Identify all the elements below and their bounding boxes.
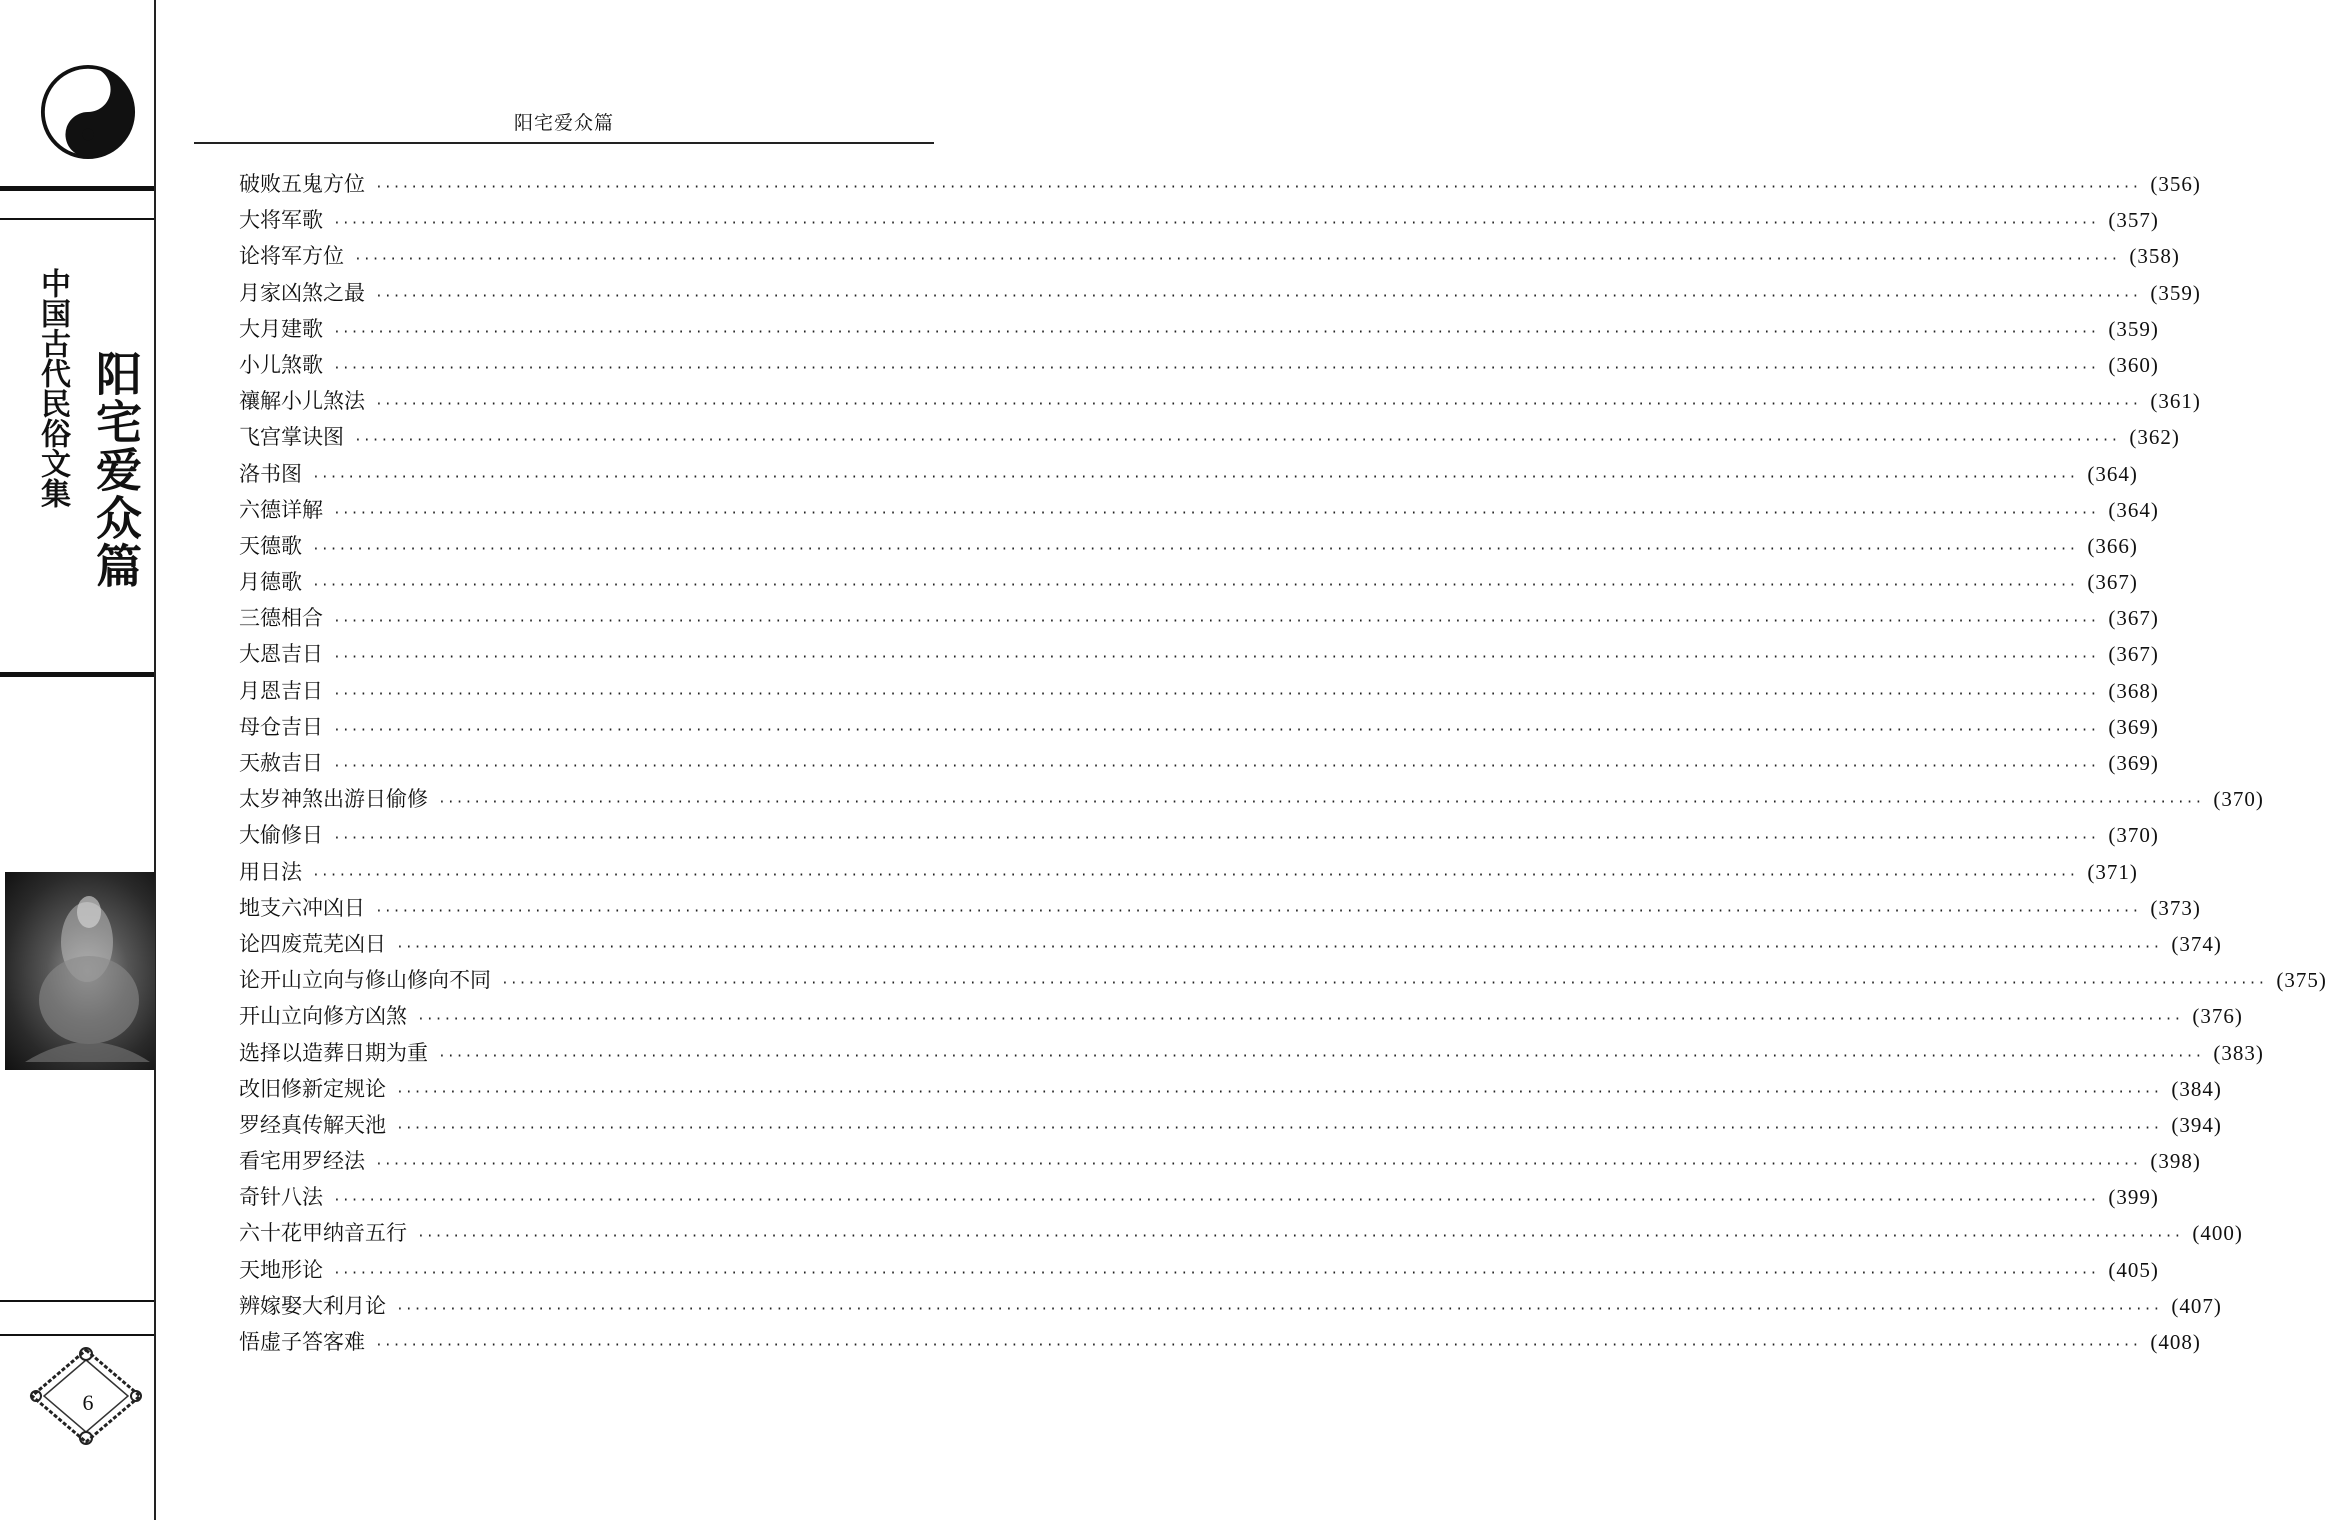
dot-leader: ········································································································································································································: [333, 686, 2099, 702]
toc-entry-page: (369): [2108, 751, 2159, 775]
toc-entry-title: 小儿煞歌: [239, 352, 323, 377]
toc-entry-page: (367): [2108, 642, 2159, 667]
dot-leader: ········································································································································································································: [375, 180, 2141, 195]
dot-leader: ········································································································································································································: [417, 1229, 2183, 1245]
toc-entry-title: 悟虚子答客难: [239, 1330, 365, 1354]
toc-entry-page: (360): [2108, 352, 2159, 377]
toc-entry: [239, 926, 2222, 962]
toc-entry: [239, 962, 2327, 998]
taiji-icon: [40, 64, 136, 160]
toc-entry-page: (407): [2171, 1293, 2222, 1318]
toc-entry: [239, 166, 2201, 202]
dot-leader: ········································································································································································································: [396, 1084, 2162, 1100]
dot-leader: ········································································································································································································: [333, 360, 2099, 376]
dot-leader: ········································································································································································································: [375, 903, 2141, 919]
toc-entry: [239, 1179, 2159, 1215]
toc-entry-title: 三德相合: [239, 606, 323, 631]
toc-entry-title: 改旧修新定规论: [239, 1076, 386, 1101]
toc-entry-title: 看宅用罗经法: [239, 1149, 365, 1174]
dot-leader: ········································································································································································································: [438, 1048, 2204, 1064]
toc-entry: [239, 890, 2201, 926]
dot-leader: ········································································································································································································: [375, 397, 2141, 413]
toc-entry-page: (383): [2213, 1040, 2264, 1065]
toc-entry: [239, 202, 2159, 238]
toc-entry-page: (369): [2108, 714, 2159, 739]
toc-entry-title: 用日法: [239, 859, 302, 884]
toc-entry-title: 选择以造葬日期为重: [239, 1040, 428, 1065]
toc-entry-page: (359): [2108, 316, 2159, 341]
dot-leader: ········································································································································································································: [396, 939, 2162, 955]
toc-entry-title: 罗经真传解天池: [239, 1112, 386, 1137]
sidebar-rule: [0, 1300, 154, 1302]
toc-entry-page: (359): [2150, 280, 2201, 305]
dot-leader: ········································································································································································································: [438, 795, 2204, 811]
toc-entry: [239, 528, 2138, 564]
toc-entry-page: (366): [2087, 533, 2138, 558]
toc-entry: [239, 854, 2138, 890]
toc-entry-title: 六十花甲纳音五行: [239, 1221, 407, 1246]
toc-entry-page: (374): [2171, 931, 2222, 956]
sidebar-rule: [0, 186, 154, 191]
toc-entry-title: 论四废荒芜凶日: [239, 931, 386, 956]
dot-leader: ········································································································································································································: [333, 614, 2099, 630]
sidebar: [0, 0, 156, 1520]
dot-leader: ········································································································································································································: [354, 433, 2120, 449]
toc-entry-page: (370): [2108, 823, 2159, 848]
toc-entry: [239, 1324, 2201, 1360]
toc-entry-title: 天德歌: [239, 533, 302, 558]
sidebar-rule: [0, 1334, 154, 1336]
toc-entry-title: 月恩吉日: [239, 678, 323, 703]
toc-entry: [239, 1288, 2222, 1324]
toc-entry: [239, 311, 2159, 347]
toc-entry: [239, 347, 2159, 383]
toc-entry-title: 天地形论: [239, 1257, 323, 1282]
toc-entry-page: (361): [2150, 389, 2201, 414]
sidebar-rule: [0, 218, 154, 220]
toc-entry-page: (405): [2108, 1257, 2159, 1282]
toc-entry-page: (367): [2108, 606, 2159, 631]
toc-entry-title: 辨嫁娶大利月论: [239, 1293, 386, 1318]
toc-entry: [239, 1215, 2243, 1251]
dot-leader: ········································································································································································································: [354, 252, 2120, 268]
toc-entry-page: (408): [2150, 1330, 2201, 1354]
sidebar-rule: [0, 672, 154, 677]
toc-entry-page: (376): [2192, 1004, 2243, 1029]
toc-entry-page: (356): [2150, 172, 2201, 196]
toc-entry: [239, 1107, 2222, 1143]
dot-leader: ········································································································································································································: [333, 216, 2099, 232]
dot-leader: ········································································································································································································: [312, 867, 2078, 883]
toc-entry-title: 月家凶煞之最: [239, 280, 365, 305]
toc-entry: [239, 1143, 2201, 1179]
table-of-contents: [239, 166, 2327, 1360]
toc-entry-title: 地支六冲凶日: [239, 895, 365, 920]
toc-entry: [239, 673, 2159, 709]
dot-leader: ········································································································································································································: [333, 1265, 2099, 1281]
toc-entry: [239, 636, 2159, 672]
toc-entry: [239, 1252, 2159, 1288]
toc-entry: [239, 564, 2138, 600]
dot-leader: ········································································································································································································: [396, 1301, 2162, 1317]
dot-leader: ········································································································································································································: [396, 1120, 2162, 1136]
toc-entry-title: 大将军歌: [239, 208, 323, 233]
toc-entry-page: (375): [2276, 968, 2327, 993]
dot-leader: ········································································································································································································: [333, 505, 2099, 521]
toc-entry: [239, 275, 2201, 311]
series-title: 中国古代民俗文集: [35, 268, 70, 508]
toc-entry: [239, 817, 2159, 853]
toc-entry-page: (367): [2087, 570, 2138, 595]
toc-entry-title: 洛书图: [239, 461, 302, 486]
toc-entry-title: 大月建歌: [239, 316, 323, 341]
toc-entry-title: 大恩吉日: [239, 642, 323, 667]
toc-entry: [239, 456, 2138, 492]
book-title: 阳宅爱众篇: [89, 350, 143, 590]
toc-entry-page: (399): [2108, 1185, 2159, 1210]
running-header: 阳宅爱众篇: [513, 112, 614, 134]
toc-entry-page: (373): [2150, 895, 2201, 920]
toc-entry-title: 天赦吉日: [239, 751, 323, 775]
buddha-statue-image: [5, 872, 155, 1070]
toc-entry-title: 论将军方位: [239, 244, 344, 269]
toc-entry-title: 太岁神煞出游日偷修: [239, 787, 428, 812]
toc-entry: [239, 383, 2201, 419]
toc-entry-page: (394): [2171, 1112, 2222, 1137]
page-number: 6: [82, 1390, 94, 1415]
dot-leader: ········································································································································································································: [333, 831, 2099, 847]
toc-entry-title: 月德歌: [239, 570, 302, 595]
toc-entry: [239, 998, 2243, 1034]
dot-leader: ········································································································································································································: [333, 324, 2099, 340]
dot-leader: ········································································································································································································: [501, 976, 2267, 992]
dot-leader: ········································································································································································································: [333, 759, 2099, 774]
toc-entry-page: (370): [2213, 787, 2264, 812]
dot-leader: ········································································································································································································: [375, 1338, 2141, 1353]
dot-leader: ········································································································································································································: [375, 288, 2141, 304]
toc-entry: [239, 781, 2264, 817]
toc-entry-page: (400): [2192, 1221, 2243, 1246]
toc-entry-page: (364): [2108, 497, 2159, 522]
dot-leader: ········································································································································································································: [312, 469, 2078, 485]
toc-entry-title: 破败五鬼方位: [239, 172, 365, 196]
toc-entry-page: (362): [2129, 425, 2180, 450]
dot-leader: ········································································································································································································: [333, 1193, 2099, 1209]
toc-entry-page: (368): [2108, 678, 2159, 703]
toc-entry-page: (364): [2087, 461, 2138, 486]
toc-entry: [239, 600, 2159, 636]
toc-entry-title: 禳解小儿煞法: [239, 389, 365, 414]
dot-leader: ········································································································································································································: [375, 1157, 2141, 1173]
toc-entry-page: (371): [2087, 859, 2138, 884]
toc-entry-title: 奇针八法: [239, 1185, 323, 1210]
toc-entry-page: (357): [2108, 208, 2159, 233]
toc-entry-page: (358): [2129, 244, 2180, 269]
toc-entry-title: 母仓吉日: [239, 714, 323, 739]
toc-entry: [239, 492, 2159, 528]
toc-entry-title: 论开山立向与修山修向不同: [239, 968, 491, 993]
toc-entry: [239, 1071, 2222, 1107]
toc-entry-title: 开山立向修方凶煞: [239, 1004, 407, 1029]
dot-leader: ········································································································································································································: [333, 722, 2099, 738]
dot-leader: ········································································································································································································: [417, 1012, 2183, 1028]
dot-leader: ········································································································································································································: [312, 578, 2078, 594]
toc-entry-page: (384): [2171, 1076, 2222, 1101]
toc-entry: [239, 709, 2159, 745]
toc-entry: [239, 238, 2180, 274]
dot-leader: ········································································································································································································: [333, 650, 2099, 666]
dot-leader: ········································································································································································································: [312, 541, 2078, 557]
toc-entry: [239, 419, 2180, 455]
toc-entry: [239, 745, 2159, 781]
toc-entry-page: (398): [2150, 1149, 2201, 1174]
toc-entry: [239, 1035, 2264, 1071]
header-rule: [194, 142, 934, 144]
toc-entry-title: 飞宫掌诀图: [239, 425, 344, 450]
toc-entry-title: 六德详解: [239, 497, 323, 522]
toc-entry-title: 大偷修日: [239, 823, 323, 848]
